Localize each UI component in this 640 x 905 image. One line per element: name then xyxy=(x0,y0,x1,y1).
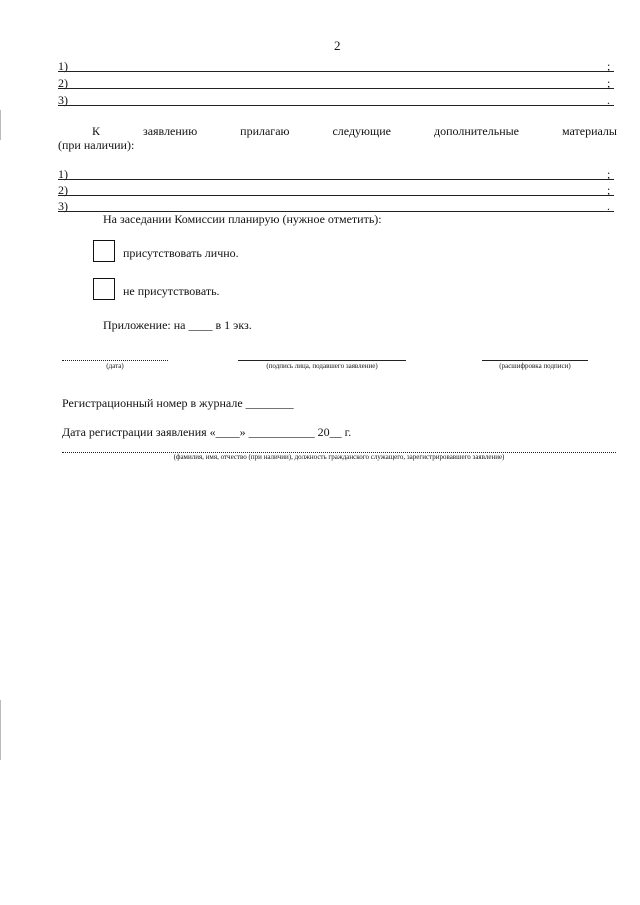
signature-line[interactable] xyxy=(238,360,406,361)
list-item-number: 1) xyxy=(58,59,68,73)
scan-margin-mark xyxy=(0,700,1,760)
decoding-caption: (расшифровка подписи) xyxy=(499,362,571,370)
attend-in-person-checkbox[interactable] xyxy=(93,240,115,262)
list-item-end: . xyxy=(607,93,610,107)
list-item-end: ; xyxy=(607,59,611,73)
decoding-line[interactable] xyxy=(482,360,588,361)
attachments-intro-line: К заявлению прилагаю следующие дополнительные материалы xyxy=(92,124,617,138)
list-item-end: ; xyxy=(607,167,611,181)
fill-in-line[interactable] xyxy=(58,88,614,89)
not-attend-label: не присутствовать. xyxy=(123,284,220,298)
list-item-number: 3) xyxy=(58,93,68,107)
registration-number-line: Регистрационный номер в журнале ________ xyxy=(62,396,294,410)
page-number: 2 xyxy=(334,38,341,53)
list-item-number: 2) xyxy=(58,183,68,197)
date-line[interactable] xyxy=(62,360,168,361)
attend-in-person-label: присутствовать лично. xyxy=(123,246,239,260)
fill-in-line[interactable] xyxy=(58,179,614,180)
meeting-intro: На заседании Комиссии планирую (нужное отметить): xyxy=(103,212,382,226)
appendix-line: Приложение: на ____ в 1 экз. xyxy=(103,318,252,332)
not-attend-checkbox[interactable] xyxy=(93,278,115,300)
list-item-number: 3) xyxy=(58,199,68,213)
fill-in-line[interactable] xyxy=(58,195,614,196)
attachments-intro-note: (при наличии): xyxy=(58,138,135,152)
date-caption: (дата) xyxy=(106,362,124,370)
registrar-caption: (фамилия, имя, отчество (при наличии), должность гражданского служащего, зарегистрировавшего заявление) xyxy=(173,453,505,461)
scan-margin-mark xyxy=(0,110,1,140)
fill-in-line[interactable] xyxy=(58,71,614,72)
list-item-end: . xyxy=(607,199,610,213)
registration-date-line: Дата регистрации заявления «____» ___________ 20__ г. xyxy=(62,425,352,439)
list-item-number: 1) xyxy=(58,167,68,181)
list-item-end: ; xyxy=(607,183,611,197)
signature-caption: (подпись лица, подавшего заявление) xyxy=(266,362,378,370)
fill-in-line[interactable] xyxy=(58,105,614,106)
list-item-number: 2) xyxy=(58,76,68,90)
list-item-end: ; xyxy=(607,76,611,90)
